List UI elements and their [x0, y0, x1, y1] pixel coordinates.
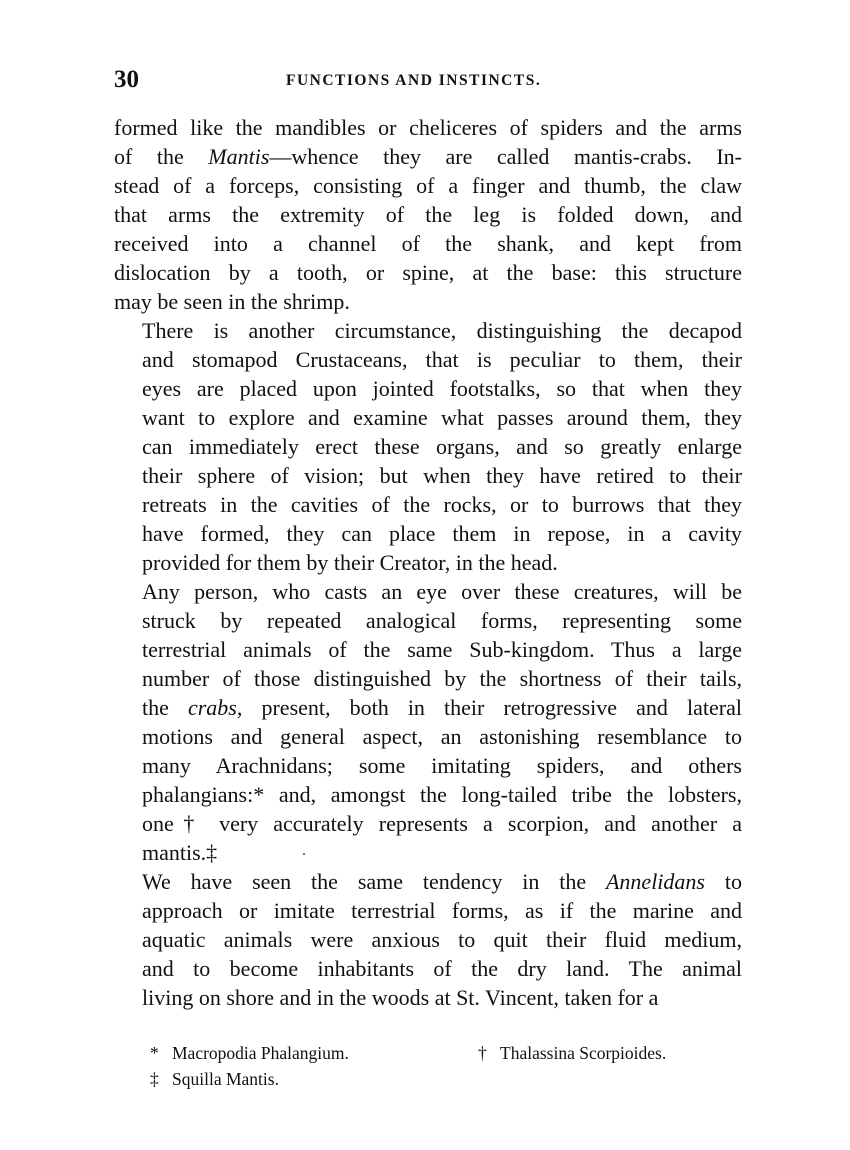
footnote-double-dagger [150, 1066, 279, 1092]
text-line [114, 925, 742, 954]
text-run: that arms the extremity of the leg is folded down, and [114, 202, 742, 227]
text-run: living on shore and in the woods at St. Vincent, taken for a [142, 985, 659, 1010]
text-line [114, 432, 742, 461]
text-run: received into a channel of the shank, and kept from [114, 231, 742, 256]
text-line [114, 954, 742, 983]
text-run: dislocation by a tooth, or spine, at the base: this structure [114, 260, 742, 285]
footnote-row [150, 1066, 750, 1092]
text-run: stead of a forceps, consisting of a finger and thumb, the claw [114, 173, 742, 198]
text-run: terrestrial animals of the same Sub-kingdom. Thus a large [142, 637, 742, 662]
text-line [114, 664, 742, 693]
text-line [114, 345, 742, 374]
footnote-mark: ‡ [150, 1069, 159, 1089]
text-line [114, 403, 742, 432]
footnote-mark: * [150, 1043, 159, 1063]
text-run: We have seen the same tendency in the [142, 869, 606, 894]
text-line [114, 519, 742, 548]
page-number: 30 [114, 66, 139, 93]
footnote-star [150, 1040, 349, 1066]
italic-term: Mantis [208, 144, 270, 169]
text-run: have formed, they can place them in repose, in a cavity [142, 521, 742, 546]
text-run: There is another circumstance, distinguishing the decapod [142, 318, 742, 343]
text-run: of the [114, 144, 209, 169]
text-run: and to become inhabitants of the dry land. The animal [142, 956, 742, 981]
footnote-dagger [478, 1040, 666, 1066]
text-line [114, 983, 742, 1012]
text-line [114, 577, 742, 606]
text-line [114, 896, 742, 925]
footnote-text: Thalassina Scorpioides. [500, 1043, 667, 1063]
body-text [114, 113, 742, 1012]
text-line [114, 287, 742, 316]
text-line [114, 780, 742, 809]
paragraph [114, 867, 742, 1012]
text-run: phalangians:* and, amongst the long-tailed tribe the lobsters, [142, 782, 742, 807]
text-line [114, 142, 742, 171]
text-line [114, 490, 742, 519]
text-line [114, 461, 742, 490]
text-line [114, 229, 742, 258]
italic-term: crabs [187, 695, 237, 720]
text-run: —whence they are called mantis-crabs. In- [269, 144, 743, 169]
text-line [114, 635, 742, 664]
paragraph [114, 577, 742, 867]
footnote-text: Squilla Mantis. [172, 1069, 279, 1089]
text-line [114, 258, 742, 287]
text-line [114, 838, 742, 867]
text-run: may be seen in the shrimp. [114, 289, 350, 314]
print-speck [303, 853, 305, 855]
footnote-text: Macropodia Phalangium. [172, 1043, 349, 1063]
text-run: Any person, who casts an eye over these creatures, will be [142, 579, 742, 604]
text-line [114, 867, 742, 896]
text-run: motions and general aspect, an astonishing resemblance to [142, 724, 742, 749]
text-run: their sphere of vision; but when they have retired to their [142, 463, 742, 488]
text-run: many Arachnidans; some imitating spiders, and others [142, 753, 742, 778]
text-run: mantis.‡ [142, 840, 218, 865]
paragraph [114, 113, 742, 316]
text-run: number of those distinguished by the shortness of their tails, [142, 666, 742, 691]
text-line [114, 693, 742, 722]
text-line [114, 606, 742, 635]
running-head [114, 66, 742, 96]
text-line [114, 809, 742, 838]
text-line [114, 113, 742, 142]
text-run: to [704, 869, 742, 894]
footnotes [150, 1040, 750, 1092]
text-line [114, 316, 742, 345]
text-line [114, 751, 742, 780]
paragraph [114, 316, 742, 577]
italic-term: Annelidans [605, 869, 705, 894]
text-line [114, 374, 742, 403]
text-line [114, 722, 742, 751]
text-line [114, 200, 742, 229]
footnote-row [150, 1040, 750, 1066]
text-run: want to explore and examine what passes around them, they [142, 405, 742, 430]
text-run: one† very accurately represents a scorpion, and another a [142, 811, 742, 836]
text-run: , present, both in their retrogressive and lateral [236, 695, 742, 720]
text-run: struck by repeated analogical forms, representing some [142, 608, 742, 633]
text-run: eyes are placed upon jointed footstalks, so that when they [142, 376, 742, 401]
footnote-mark: † [478, 1043, 487, 1063]
text-run: provided for them by their Creator, in the head. [142, 550, 558, 575]
text-line [114, 548, 742, 577]
text-run: formed like the mandibles or cheliceres of spiders and the arms [114, 115, 742, 140]
text-line [114, 171, 742, 200]
text-run: approach or imitate terrestrial forms, as if the marine and [142, 898, 742, 923]
text-run: the [142, 695, 188, 720]
text-run: aquatic animals were anxious to quit their fluid medium, [142, 927, 742, 952]
text-run: and stomapod Crustaceans, that is peculiar to them, their [142, 347, 742, 372]
text-run: can immediately erect these organs, and so greatly enlarge [142, 434, 742, 459]
running-title: FUNCTIONS AND INSTINCTS. [286, 72, 542, 89]
text-run: retreats in the cavities of the rocks, or to burrows that they [142, 492, 742, 517]
